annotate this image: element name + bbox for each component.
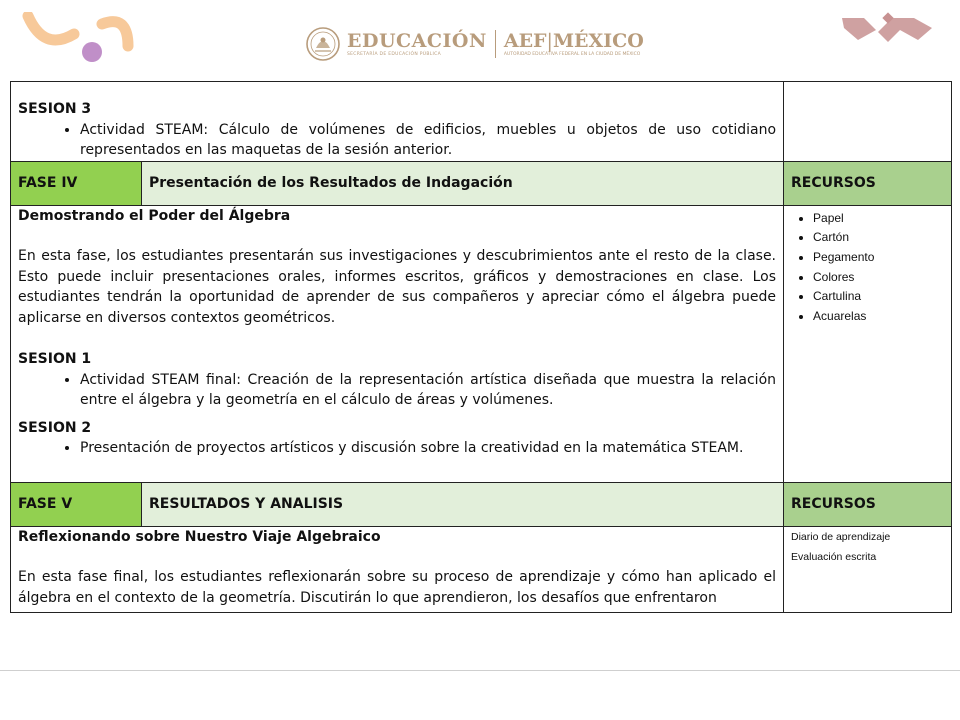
phase5-header-row [11,482,952,526]
brand-title: EDUCACIÓN [347,30,487,52]
phase4-label: FASE IV [11,161,142,205]
resource-item: • Colores [813,268,944,288]
phase4-title: Presentación de los Resultados de Indagación [142,161,784,205]
resource-item: • Papel [813,209,944,229]
brand-subtitle: SECRETARÍA DE EDUCACIÓN PÚBLICA [347,52,441,57]
phase5-title: RESULTADOS Y ANALISIS [142,482,784,526]
phase5-paragraph: En esta fase final, los estudiantes reflexionarán sobre su proceso de aprendizaje y cómo han aplicado el álgebra en el contexto de la geometría. Discutirán lo que aprendieron, los desafíos que enfrentaron [18,569,777,606]
session3-resources-cell [784,82,952,162]
phase4-session2-item: • Presentación de proyectos artísticos y discusión sobre la creatividad en la matemática STEAM. [80,438,776,459]
phase5-body-row [11,526,952,612]
phase4-heading: Demostrando el Poder del Álgebra [18,207,291,224]
resource-item: • Pegamento [813,248,944,268]
session3-cell [11,82,784,162]
phase4-session1-title: SESION 1 [18,351,92,367]
phase5-resources-cell [784,526,952,612]
aef-title [504,31,644,52]
phase5-resource-item: Diario de aprendizaje [791,530,891,543]
phase4-header-row [11,161,952,205]
phase4-resources-cell [784,205,952,482]
phase4-resources-header: RECURSOS [784,161,952,205]
phase4-session2-title: SESION 2 [18,419,92,436]
right-logo-icon [838,12,938,52]
aef-left: AEF [503,30,547,52]
left-logo-icon [22,12,137,72]
resource-item: • Cartulina [813,287,944,307]
aef-subtitle: AUTORIDAD EDUCATIVA FEDERAL EN LA CIUDAD DE MÉXICO [503,52,641,57]
session3-list [18,120,776,161]
phase4-paragraph: En esta fase, los estudiantes presentarán sus investigaciones y descubrimientos ante el resto de la clase. Esto puede incluir presentaciones orales, informes escritos, gráficos y demostraciones en clase. Los estudiantes tendrán la oportunidad de aprender de sus compañeros y apreciar cómo el álgebra puede aplicarse en diversos contextos geométricos. [18,248,777,326]
header-brand [305,24,644,64]
phase4-content-cell [11,205,784,482]
phase5-label: FASE V [11,482,142,526]
phase5-content-cell [11,526,784,612]
planning-table [10,81,952,613]
phase4-resources-list [791,209,944,327]
phase5-heading: Reflexionando sobre Nuestro Viaje Algebraico [18,528,381,545]
phase4-session2-list [18,438,776,459]
phase5-resource-item: Evaluación escrita [791,550,877,563]
resource-item: • Cartón [813,228,944,248]
aef-right: MÉXICO [552,30,644,52]
session3-item: • Actividad STEAM: Cálculo de volúmenes de edificios, muebles u objetos de uso cotidiano representados en las maquetas de la sesión anterior. [80,120,776,161]
page-bottom-divider [0,670,960,671]
phase5-resources-header: RECURSOS [784,482,952,526]
header-divider [495,30,496,58]
aef-separator: | [546,30,553,52]
phase4-session1-item: • Actividad STEAM final: Creación de la representación artística diseñada que muestra la relación entre el álgebra y la geometría en el cálculo de áreas y volúmenes. [80,370,776,411]
session3-title: SESION 3 [18,101,92,117]
phase4-session1-list [18,370,776,411]
resource-item: • Acuarelas [813,307,944,327]
session3-row [11,82,952,162]
phase4-body-row [11,205,952,482]
mexico-seal-icon [305,26,341,62]
